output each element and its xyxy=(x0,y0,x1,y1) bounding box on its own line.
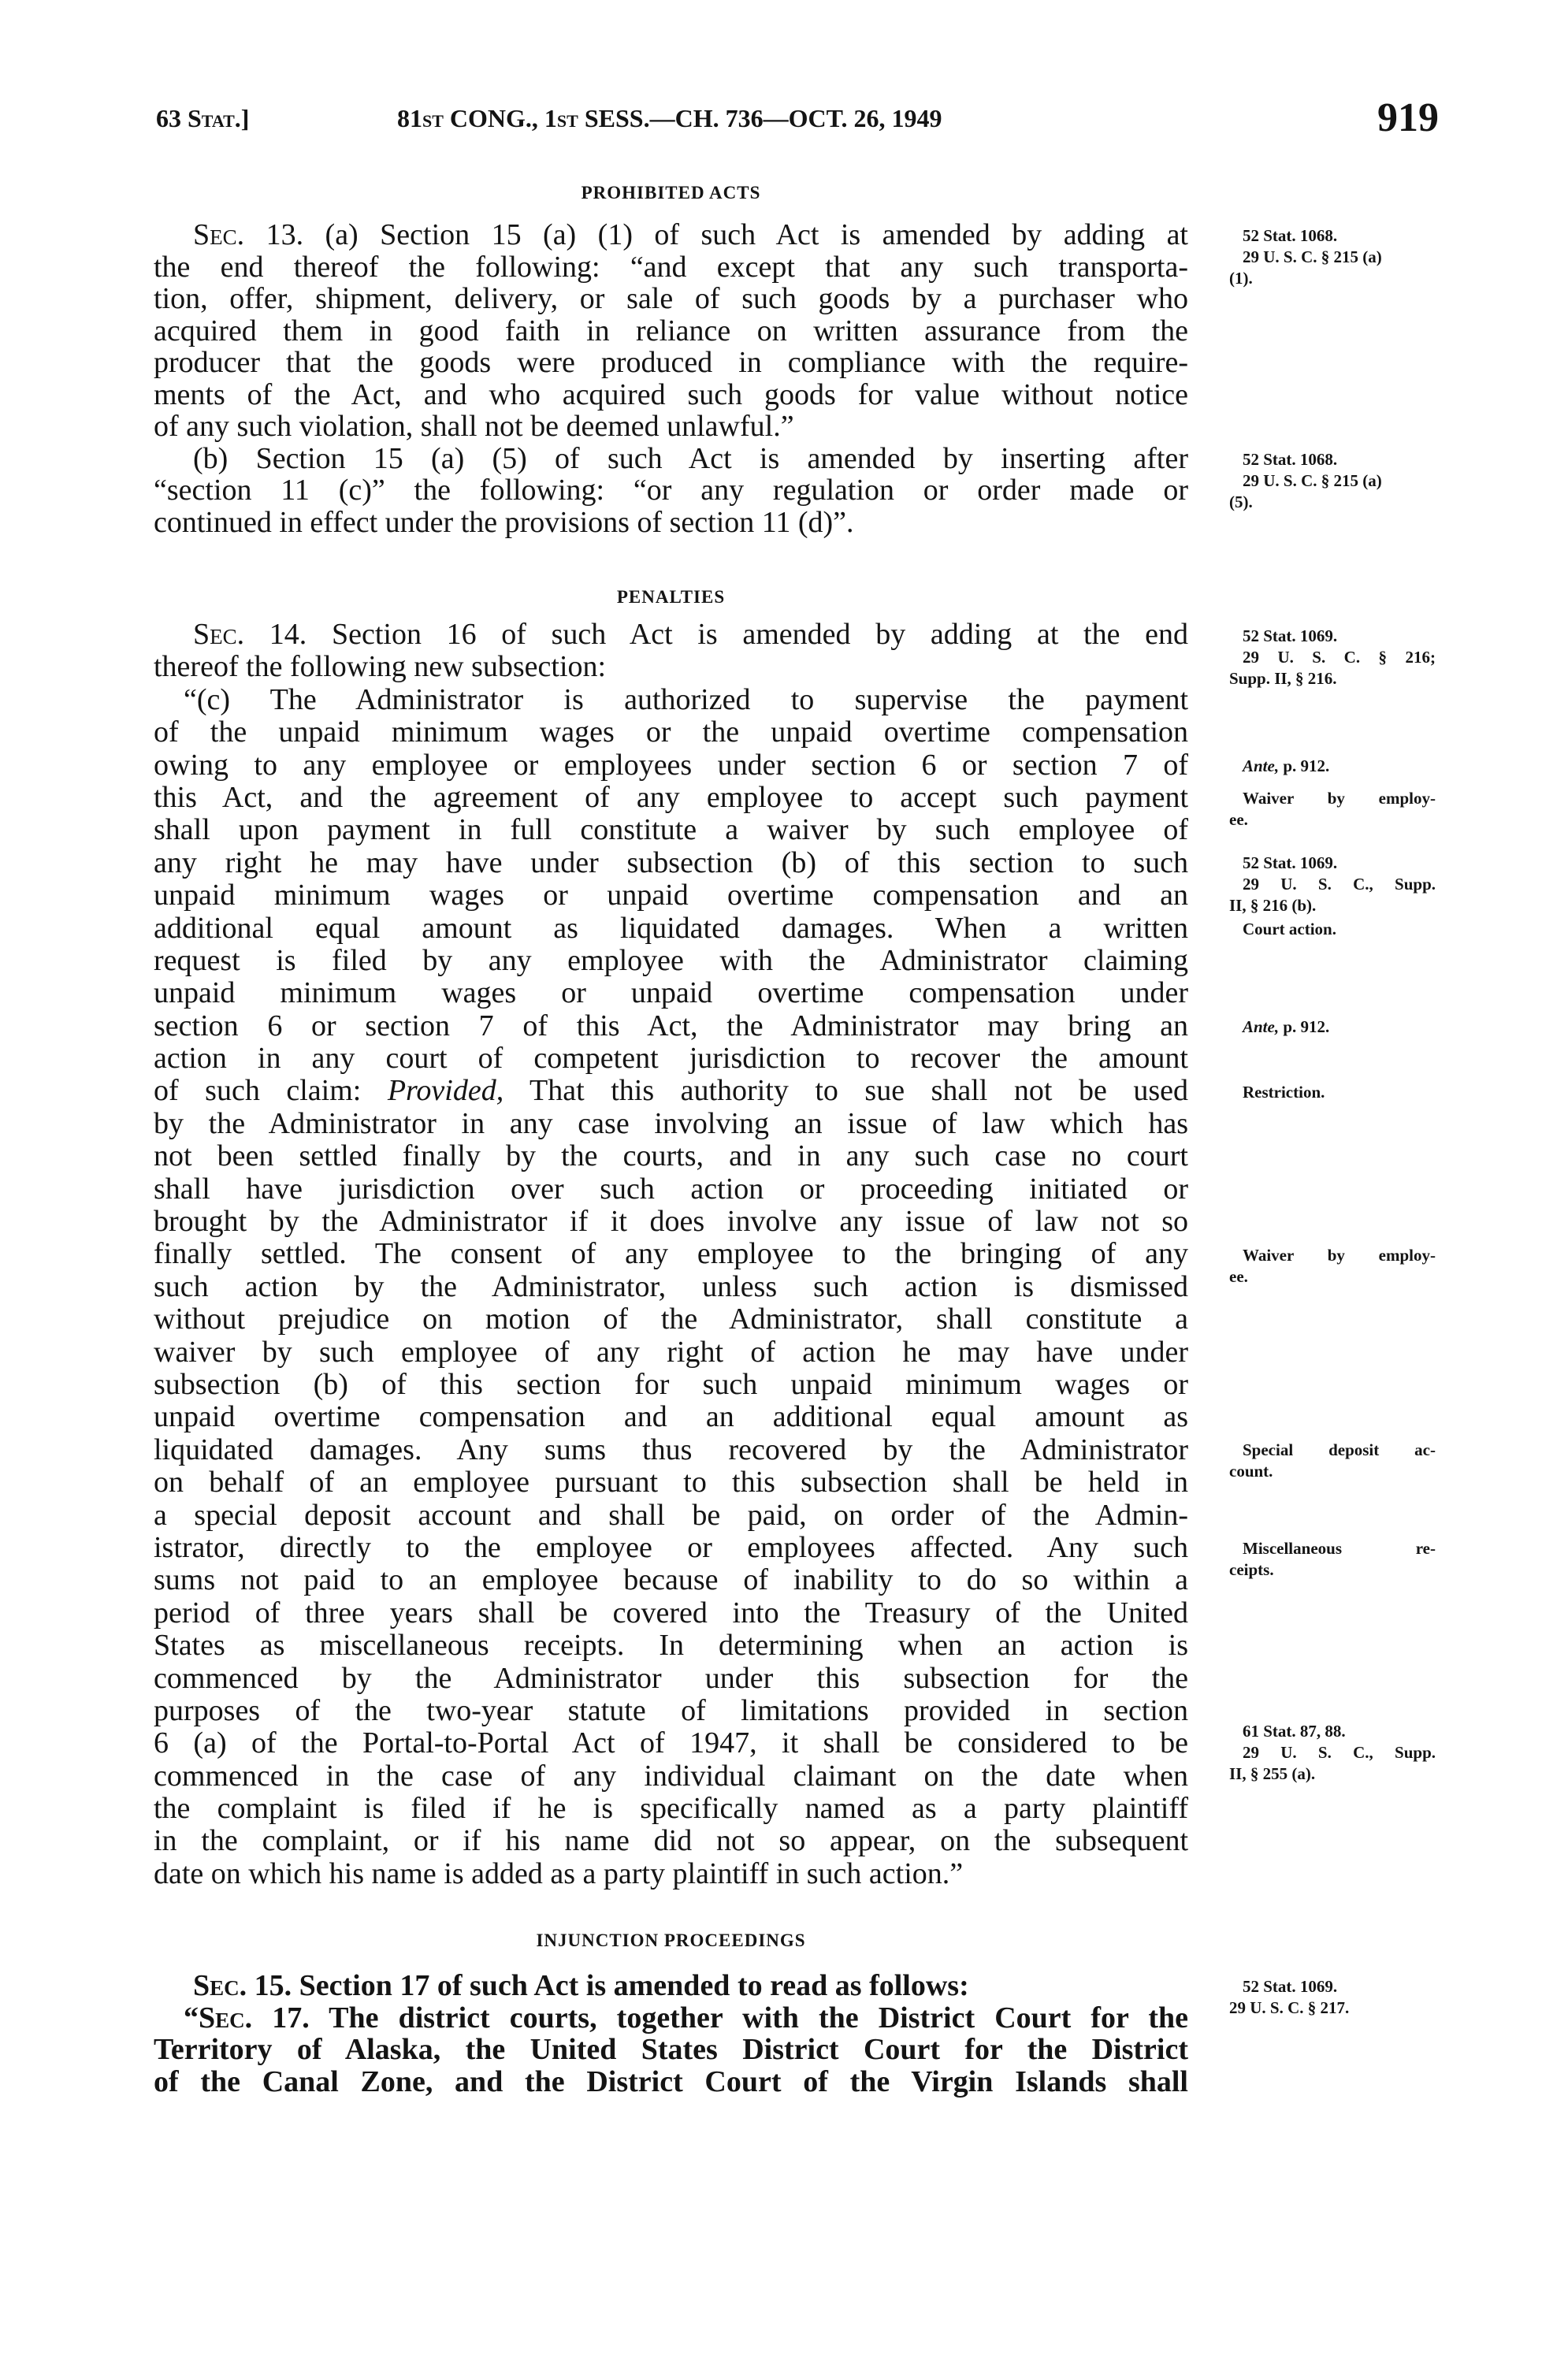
volume-number: 63 xyxy=(156,104,188,132)
note-line: Special deposit ac- xyxy=(1243,1440,1436,1459)
note-line: 29 U. S. C. § 215 (a) xyxy=(1243,471,1382,490)
note-line: 52 Stat. 1069. xyxy=(1243,1977,1338,1996)
small-caps-run: Sec. xyxy=(193,1969,247,2002)
text-line: States as miscellaneous receipts. In determining when an action is xyxy=(154,1629,1188,1663)
text-line: “(c) The Administrator is authorized to supervise the payment xyxy=(184,682,1188,716)
text-line: (b) Section 15 (a) (5) of such Act is amended by inserting after xyxy=(193,441,1188,475)
text-line: the complaint is filed if he is specifically named as a party plaintiff xyxy=(154,1792,1188,1826)
text-line: in the complaint, or if his name did not so appear, on the subsequent xyxy=(154,1824,1188,1858)
margin-note-waiver xyxy=(1229,788,1436,831)
margin-note-ante xyxy=(1229,756,1436,777)
margin-note-miscellaneous-receipts xyxy=(1229,1538,1436,1581)
note-line: 29 U. S. C. § 217. xyxy=(1229,1998,1350,2017)
note-italic: Ante, xyxy=(1243,756,1280,775)
section-14-text xyxy=(154,619,1188,1890)
margin-note-restriction xyxy=(1229,1082,1436,1103)
text-line: by the Administrator in any case involving an issue of law which has xyxy=(154,1106,1188,1140)
text-line: not been settled finally by the courts, and in any such case no court xyxy=(154,1139,1188,1173)
small-caps-run: Sec. xyxy=(193,218,245,251)
note-line: 52 Stat. 1068. xyxy=(1243,450,1338,469)
text-run: 15. Section 17 of such Act is amended to read as follows: xyxy=(247,1969,969,2002)
text-line: of any such violation, shall not be deemed unlawful.” xyxy=(154,410,794,443)
note-line: ee. xyxy=(1229,810,1248,829)
text-line: this Act, and the agreement of any employee to accept such payment xyxy=(154,780,1188,814)
text-run: 13. (a) Section 15 (a) (1) of such Act is amended by adding at xyxy=(244,218,1188,251)
text-line: tion, offer, shipment, delivery, or sale of such goods by a purchaser who xyxy=(154,282,1188,315)
text-line: such action by the Administrator, unless such action is dismissed xyxy=(154,1269,1188,1303)
note-line: 29 U. S. C. § 215 (a) xyxy=(1243,247,1382,266)
text-line: owing to any employee or employees under section 6 or section 7 of xyxy=(154,748,1188,782)
note-line: 29 U. S. C., Supp. xyxy=(1243,1743,1436,1762)
text-line: waiver by such employee of any right of action he may have under xyxy=(154,1335,1188,1369)
section-13-text xyxy=(154,219,1188,538)
text-run: “ xyxy=(184,2001,199,2035)
text-line: shall have jurisdiction over such action or proceeding initiated or xyxy=(154,1172,1188,1206)
text-line: 6 (a) of the Portal-to-Portal Act of 1947, it shall be considered to be xyxy=(154,1726,1188,1760)
text-line: unpaid minimum wages or unpaid overtime compensation and an xyxy=(154,879,1188,912)
note-line: 52 Stat. 1069. xyxy=(1243,626,1338,645)
text-line: date on which his name is added as a party plaintiff in such action.” xyxy=(154,1856,964,1890)
text-line: finally settled. The consent of any employee to the bringing of any xyxy=(154,1237,1188,1271)
italic-run: Provided, xyxy=(387,1074,504,1108)
section-heading-penalties: PENALTIES xyxy=(616,587,726,607)
note-line: p. 912. xyxy=(1279,1017,1330,1036)
text-line: shall upon payment in full constitute a waiver by such employee of xyxy=(154,813,1188,847)
text-line: on behalf of an employee pursuant to this subsection shall be held in xyxy=(154,1466,1188,1499)
text-line: additional equal amount as liquidated damages. When a written xyxy=(154,911,1188,945)
text-line xyxy=(154,619,1188,651)
text-line: request is filed by any employee with the Administrator claiming xyxy=(154,943,1188,977)
note-line: 52 Stat. 1068. xyxy=(1243,226,1338,245)
text-line: section 6 or section 7 of this Act, the Administrator may bring an xyxy=(154,1009,1188,1042)
ordinal-suffix: st xyxy=(422,104,444,132)
text-line: of the unpaid minimum wages or the unpaid overtime compensation xyxy=(154,715,1188,749)
margin-note-citation xyxy=(1229,1976,1436,2019)
text-line: continued in effect under the provisions of section 11 (d)”. xyxy=(154,505,854,539)
text-line: a special deposit account and shall be paid, on order of the Admin- xyxy=(154,1498,1188,1532)
note-line: ee. xyxy=(1229,1267,1248,1286)
margin-note-citation xyxy=(1229,626,1436,689)
note-line: 61 Stat. 87, 88. xyxy=(1243,1722,1346,1741)
text-line xyxy=(154,1075,1188,1107)
text-line xyxy=(154,1970,1188,2002)
text-line: commenced in the case of any individual claimant on the date when xyxy=(154,1759,1188,1793)
bracket: ] xyxy=(240,104,250,132)
text-line: producer that the goods were produced in compliance with the require- xyxy=(154,346,1188,379)
margin-note-special-deposit xyxy=(1229,1440,1436,1482)
margin-note-citation xyxy=(1229,225,1436,289)
text-line: thereof the following new subsection: xyxy=(154,650,607,684)
note-line: Waiver by employ- xyxy=(1243,1246,1436,1265)
text-run: of such claim: xyxy=(154,1074,388,1108)
text-line: “section 11 (c)” the following: “or any regulation or order made or xyxy=(154,474,1188,507)
running-head-title xyxy=(397,102,942,134)
note-line: II, § 216 (b). xyxy=(1229,896,1317,915)
text-run: 17. The district courts, together with the District Court for the xyxy=(252,2001,1188,2035)
note-italic: Ante, xyxy=(1243,1017,1280,1036)
section-15-text xyxy=(154,1970,1188,2098)
text-line: unpaid overtime compensation and an additional equal amount as xyxy=(154,1400,1188,1434)
text-line xyxy=(154,2002,1188,2035)
text-line: of the Canal Zone, and the District Court of the Virgin Islands shall xyxy=(154,2064,1188,2098)
chapter-date: SESS.—CH. 736—OCT. 26, 1949 xyxy=(578,104,942,132)
congress-number: 81 xyxy=(397,104,422,132)
text-line: subsection (b) of this section for such unpaid minimum wages or xyxy=(154,1367,1188,1401)
page-number: 919 xyxy=(1377,95,1439,140)
text-line: liquidated damages. Any sums thus recovered by the Administrator xyxy=(154,1433,1188,1466)
margin-note-court-action xyxy=(1229,919,1436,940)
text-line xyxy=(154,219,1188,251)
note-line: 52 Stat. 1069. xyxy=(1243,853,1338,872)
text-line: without prejudice on motion of the Administrator, shall constitute a xyxy=(154,1302,1188,1336)
note-line: (5). xyxy=(1229,492,1253,511)
text-line: istrator, directly to the employee or employees affected. Any such xyxy=(154,1530,1188,1564)
note-line: (1). xyxy=(1229,269,1253,288)
text-line: acquired them in good faith in reliance on written assurance from the xyxy=(154,314,1188,347)
margin-note-citation xyxy=(1229,449,1436,513)
text-line: ments of the Act, and who acquired such goods for value without notice xyxy=(154,377,1188,411)
text-line: sums not paid to an employee because of inability to do so within a xyxy=(154,1563,1188,1597)
margin-note-citation xyxy=(1229,1721,1436,1785)
note-line: II, § 255 (a). xyxy=(1229,1764,1316,1783)
text-line: commenced by the Administrator under this subsection for the xyxy=(154,1661,1188,1695)
text-line: period of three years shall be covered into the Treasury of the United xyxy=(154,1596,1188,1630)
margin-note-waiver xyxy=(1229,1245,1436,1288)
text-line: any right he may have under subsection (b) of this section to such xyxy=(154,845,1188,879)
note-line: Waiver by employ- xyxy=(1243,789,1436,808)
session-text: CONG., 1 xyxy=(443,104,557,132)
running-head-volume xyxy=(156,102,249,134)
margin-note-citation xyxy=(1229,853,1436,916)
text-line: action in any court of competent jurisdiction to recover the amount xyxy=(154,1042,1188,1076)
section-heading-injunction-proceedings: INJUNCTION PROCEEDINGS xyxy=(536,1931,806,1950)
note-line: 29 U. S. C. § 216; xyxy=(1243,648,1436,667)
note-line: count. xyxy=(1229,1462,1273,1481)
text-line: the end thereof the following: “and except that any such transporta- xyxy=(154,250,1188,284)
text-line: brought by the Administrator if it does involve any issue of law not so xyxy=(154,1205,1188,1239)
text-line: purposes of the two-year statute of limitations provided in section xyxy=(154,1693,1188,1727)
note-line: Supp. II, § 216. xyxy=(1229,669,1337,688)
text-run: 14. Section 16 of such Act is amended by adding at the end xyxy=(244,618,1188,651)
section-heading-prohibited-acts: PROHIBITED ACTS xyxy=(581,183,761,203)
text-line: unpaid minimum wages or unpaid overtime compensation under xyxy=(154,976,1188,1010)
note-line: 29 U. S. C., Supp. xyxy=(1243,875,1436,894)
note-line: Court action. xyxy=(1243,920,1336,938)
margin-note-ante xyxy=(1229,1016,1436,1038)
note-line: p. 912. xyxy=(1279,756,1330,775)
text-run: That this authority to sue shall not be used xyxy=(503,1074,1188,1108)
ordinal-suffix: st xyxy=(556,104,578,132)
note-line: Restriction. xyxy=(1243,1083,1325,1102)
text-line: Territory of Alaska, the United States District Court for the District xyxy=(154,2033,1188,2066)
note-line: ceipts. xyxy=(1229,1560,1274,1579)
small-caps-run: Sec. xyxy=(199,2001,253,2035)
volume-label: Stat. xyxy=(188,104,241,132)
note-line: Miscellaneous re- xyxy=(1243,1539,1436,1558)
small-caps-run: Sec. xyxy=(193,618,245,651)
